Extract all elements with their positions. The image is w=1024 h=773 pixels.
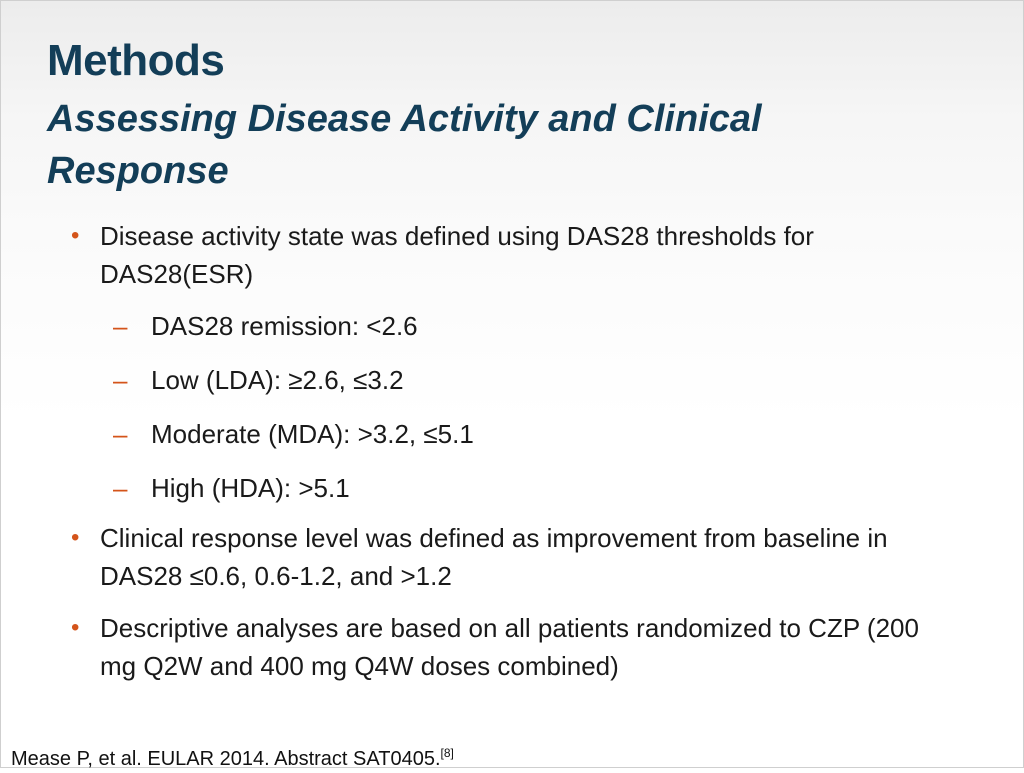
bullet-dot-icon: • [71,524,80,551]
bullet-list [1,217,1024,685]
sub-bullet-group [1,299,1024,515]
sub-bullet-item [1,461,1024,515]
bullet-item [1,519,920,595]
sub-bullet-text: DAS28 remission: <2.6 [151,311,418,341]
citation-text: Mease P, et al. EULAR 2014. Abstract SAT0405. [11,748,441,770]
sub-bullet-item [1,299,1024,353]
citation-ref: [8] [440,746,454,760]
sub-bullet-text: Low (LDA): ≥2.6, ≤3.2 [151,365,404,395]
sub-bullet-item [1,407,1024,461]
bullet-text: Clinical response level was defined as improvement from baseline in DAS28 ≤0.6, 0.6-1.2, and >1.2 [100,523,888,591]
bullet-dot-icon: • [71,222,80,249]
sub-bullet-text: Moderate (MDA): >3.2, ≤5.1 [151,419,474,449]
sub-bullet-item [1,353,1024,407]
sub-bullet-list [1,299,1024,515]
dash-icon: – [113,311,128,341]
dash-icon: – [113,473,128,503]
bullet-dot-icon: • [71,614,80,641]
dash-icon: – [113,419,128,449]
bullet-item [1,217,920,293]
sub-bullet-text: High (HDA): >5.1 [151,473,350,503]
bullet-text: Descriptive analyses are based on all patients randomized to CZP (200 mg Q2W and 400 mg Q4W doses combined) [100,613,919,681]
slide-title: Methods [47,36,225,85]
slide-subtitle: Assessing Disease Activity and Clinical Response [47,98,762,192]
bullet-item [1,609,920,685]
bullet-text: Disease activity state was defined using DAS28 thresholds for DAS28(ESR) [100,221,814,289]
dash-icon: – [113,365,128,395]
